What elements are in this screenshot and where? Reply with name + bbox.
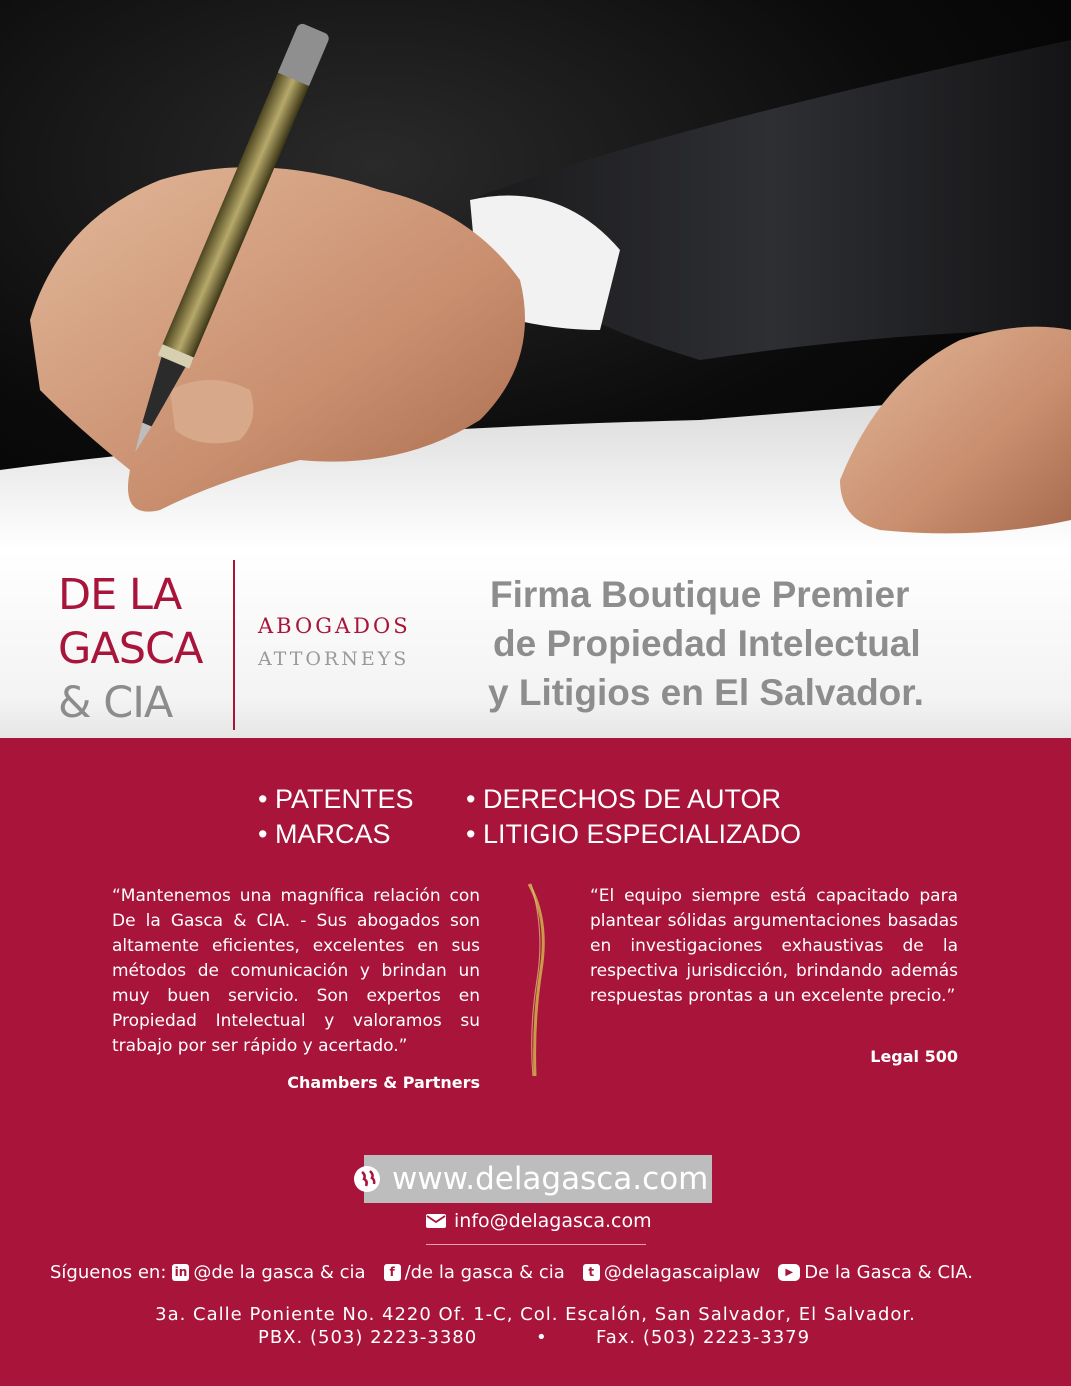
website-url[interactable]: www.delagasca.com xyxy=(392,1161,709,1197)
tagline-line-3: y Litigios en El Salvador. xyxy=(488,672,924,713)
service-item: • DERECHOS DE AUTOR xyxy=(466,782,801,817)
pbx-number: PBX. (503) 2223-3380 xyxy=(258,1327,478,1348)
email-underline xyxy=(426,1244,646,1245)
testimonial-source-legal500: Legal 500 xyxy=(870,1047,958,1066)
website-box xyxy=(364,1155,712,1203)
phone-separator: • xyxy=(536,1327,548,1348)
service-item: • MARCAS xyxy=(258,817,414,852)
social-twitter[interactable]: @delagascaiplaw xyxy=(603,1262,761,1283)
testimonial-chambers: “Mantenemos una magnífica relación con De la Gasca & CIA. - Sus abogados son altamente eficientes, excelentes en sus métodos de comunicación y brindan un muy buen servicio. Son expertos en Propiedad Intelectual y valoramos su trabajo por ser rápido y acertado.” xyxy=(112,886,480,1056)
youtube-icon[interactable]: ▶ xyxy=(778,1264,800,1281)
logo-line-2: GASCA xyxy=(58,624,203,674)
logo-line-1: DE LA xyxy=(58,570,182,620)
linkedin-icon[interactable]: in xyxy=(172,1264,189,1281)
social-links xyxy=(50,1262,1030,1283)
tagline-line-2: de Propiedad Intelectual xyxy=(493,623,921,664)
company-logo xyxy=(58,568,202,730)
service-item: • LITIGIO ESPECIALIZADO xyxy=(466,817,801,852)
social-linkedin[interactable]: @de la gasca & cia xyxy=(193,1262,366,1283)
brand-band xyxy=(0,550,1071,738)
hand-writing-illustration xyxy=(0,0,1071,550)
facebook-icon[interactable]: f xyxy=(384,1264,401,1281)
logo-attorneys: ATTORNEYS xyxy=(258,648,410,670)
logo-divider xyxy=(233,560,235,730)
service-item: • PATENTES xyxy=(258,782,414,817)
services-column-1 xyxy=(258,782,414,852)
social-facebook[interactable]: /de la gasca & cia xyxy=(404,1262,565,1283)
services-column-2 xyxy=(466,782,801,852)
email-link[interactable] xyxy=(426,1210,652,1232)
office-address: 3a. Calle Poniente No. 4220 Of. 1-C, Col. Escalón, San Salvador, El Salvador. xyxy=(155,1304,916,1325)
social-label: Síguenos en: xyxy=(50,1262,167,1283)
twitter-icon[interactable]: t xyxy=(583,1264,600,1281)
logo-line-3: & CIA xyxy=(58,678,173,728)
testimonial-source-chambers: Chambers & Partners xyxy=(287,1073,480,1092)
website-link[interactable] xyxy=(354,1155,712,1203)
logo-abogados: ABOGADOS xyxy=(258,614,411,638)
globe-icon xyxy=(354,1166,380,1192)
fax-number: Fax. (503) 2223-3379 xyxy=(596,1327,811,1348)
social-youtube[interactable]: De la Gasca & CIA. xyxy=(804,1262,974,1283)
envelope-icon xyxy=(426,1214,446,1228)
testimonial-legal500: “El equipo siempre está capacitado para plantear sólidas argumentaciones basadas en investigaciones exhaustivas de la respectiva jurisdicción, brindando además respuestas prontas a un excelente precio.” xyxy=(590,886,958,1006)
decorative-swirl xyxy=(515,880,555,1080)
tagline xyxy=(490,570,1050,717)
email-address[interactable]: info@delagasca.com xyxy=(454,1210,652,1232)
tagline-line-1: Firma Boutique Premier xyxy=(490,574,910,615)
hero-photo xyxy=(0,0,1071,550)
